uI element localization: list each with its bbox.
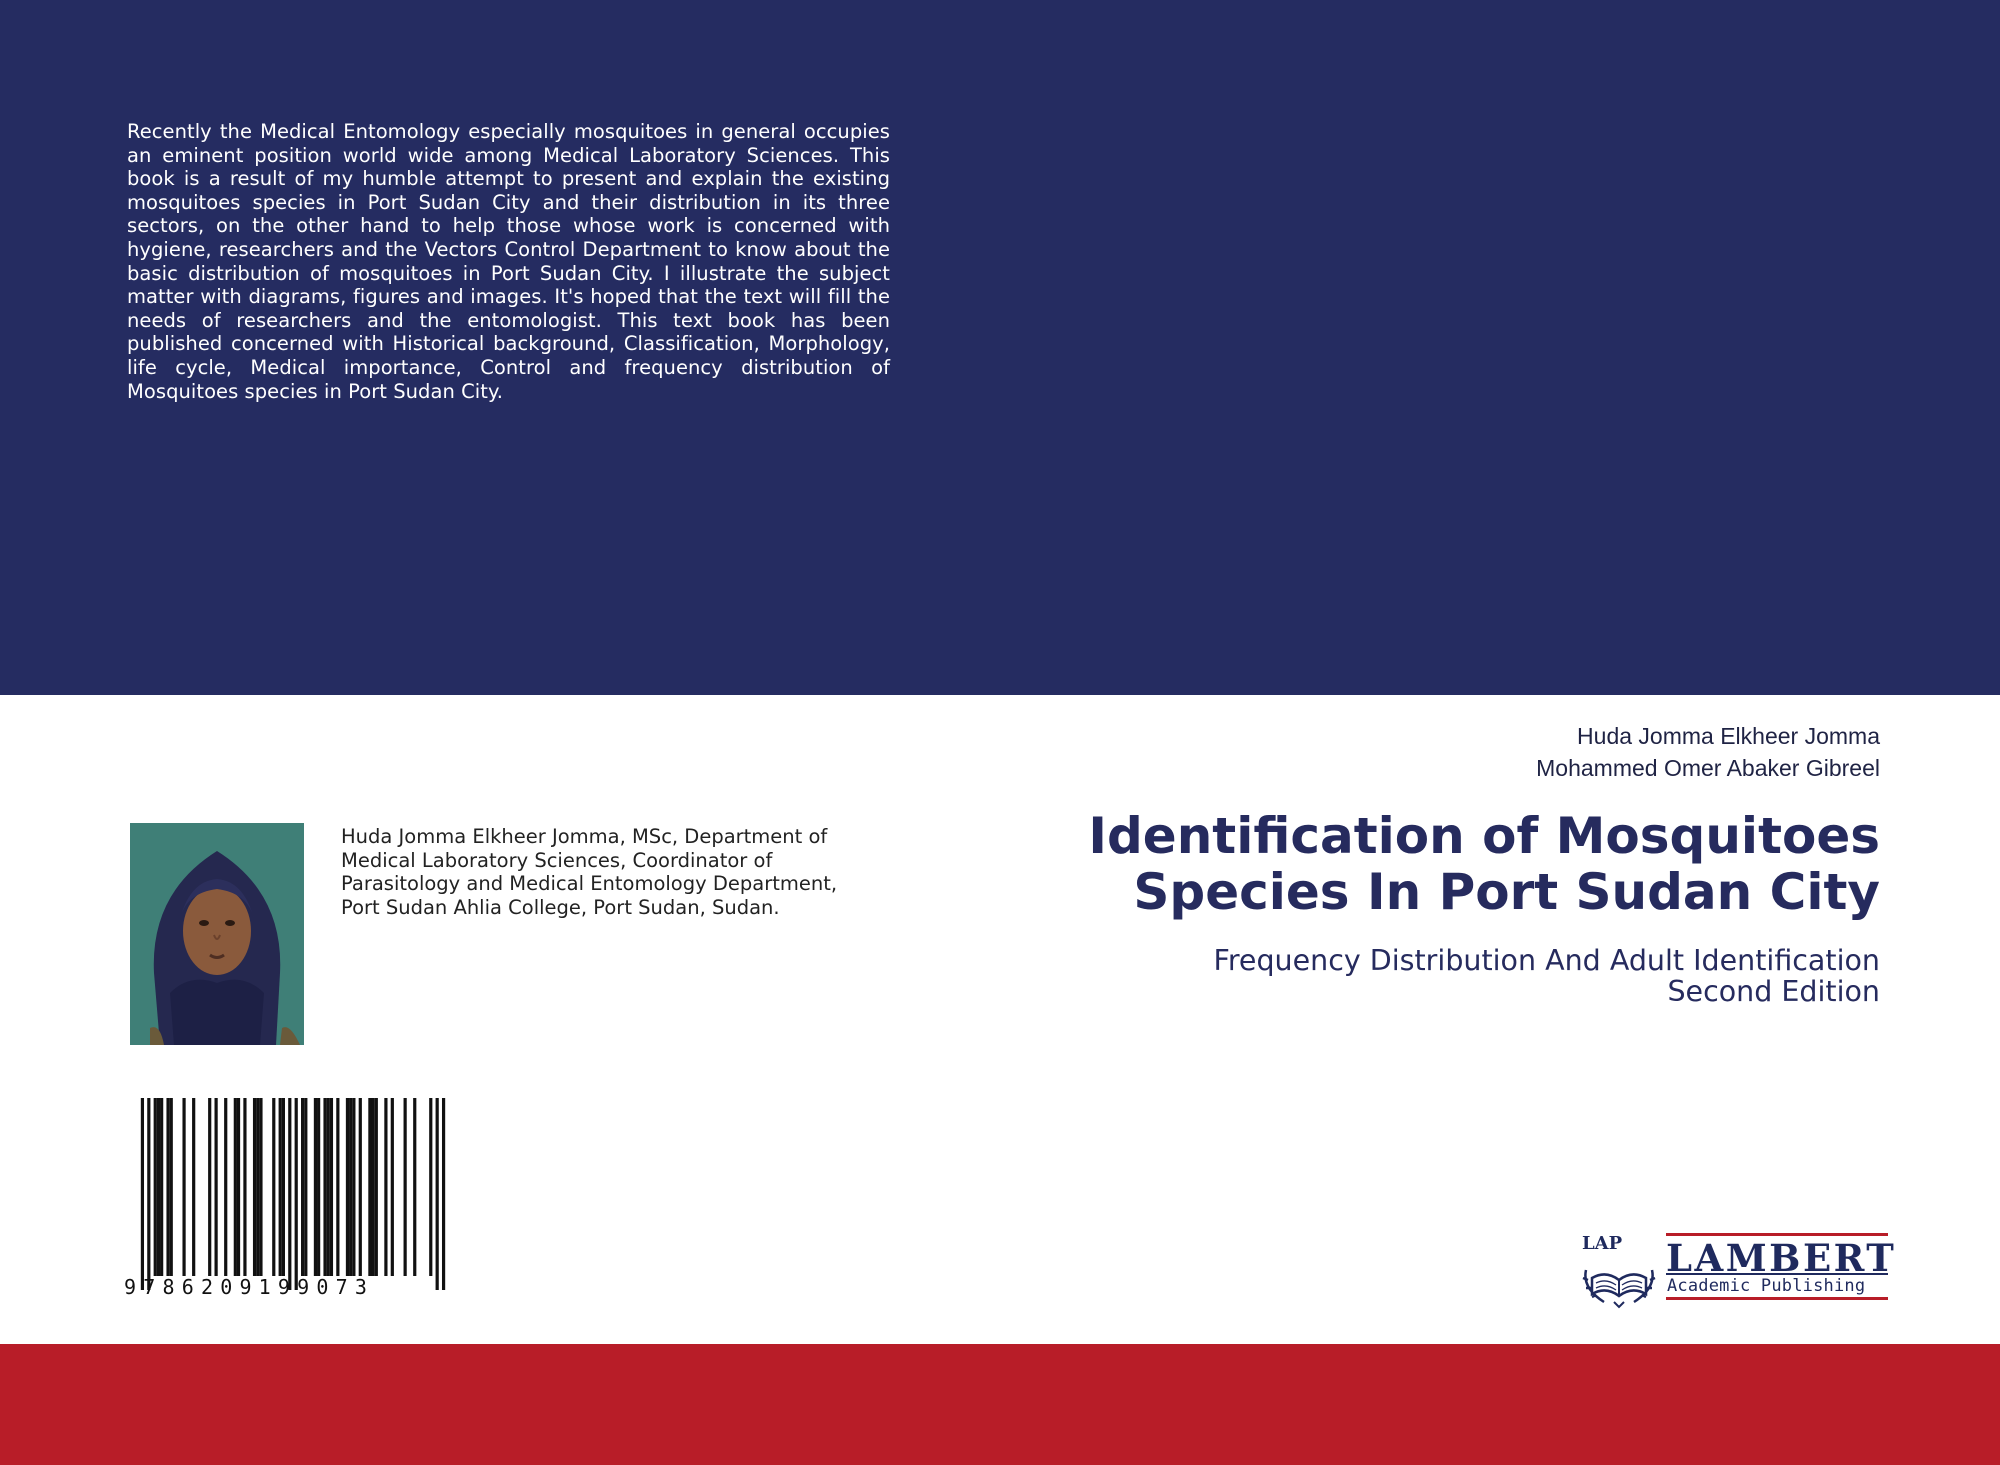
barcode-bar bbox=[317, 1098, 320, 1276]
barcode-bar bbox=[256, 1098, 259, 1276]
open-book-laurel-icon bbox=[1583, 1270, 1655, 1307]
barcode-bar bbox=[282, 1098, 285, 1276]
barcode-bar bbox=[243, 1098, 246, 1276]
author-list bbox=[1536, 720, 1880, 784]
author-bio: Huda Jomma Elkheer Jomma, MSc, Department of Medical Laboratory Sciences, Coordinator of Parasitology and Medical Entomology Department, Port Sudan Ahlia College, Port Sudan, Sudan. bbox=[341, 825, 838, 919]
barcode-bar bbox=[323, 1098, 326, 1276]
barcode-bar bbox=[147, 1098, 150, 1290]
barcode-bar bbox=[259, 1098, 262, 1276]
barcode-bar bbox=[349, 1098, 352, 1276]
barcode-bar bbox=[391, 1098, 394, 1276]
book-title-line: Species In Port Sudan City bbox=[1133, 863, 1880, 921]
barcode-bar bbox=[327, 1098, 330, 1276]
barcode-bar bbox=[442, 1098, 445, 1290]
barcode-bar bbox=[141, 1098, 144, 1290]
barcode-bar bbox=[295, 1098, 298, 1290]
barcode-bar bbox=[157, 1098, 160, 1276]
barcode-bar bbox=[330, 1098, 333, 1276]
logo-rule-bottom bbox=[1666, 1297, 1888, 1300]
isbn-digits: 9786209199073 bbox=[124, 1275, 375, 1299]
barcode-bar bbox=[154, 1098, 157, 1276]
barcode-bar bbox=[182, 1098, 185, 1276]
barcode-bar bbox=[234, 1098, 237, 1276]
barcode-bar bbox=[314, 1098, 317, 1276]
back-cover-blurb: Recently the Medical Entomology especially mosquitoes in general occupies an eminent position world wide among Medical Laboratory Sciences. This book is a result of my humble attempt to present and explain the existing mosquitoes species in Port Sudan City and their distribution in its three sectors, on the other hand to help those whose work is concerned with hygiene, researchers and the Vectors Control Department to know about the basic distribution of mosquitoes in Port Sudan City. I illustrate the subject matter with diagrams, figures and images. It's hoped that the text will fill the needs of researchers and the entomologist. This text book has been published concerned with Historical background, Classification, Morphology, life cycle, Medical importance, Control and frequency distribution of Mosquitoes species in Port Sudan City. bbox=[127, 120, 890, 403]
barcode-bar bbox=[272, 1098, 275, 1276]
barcode-bar bbox=[208, 1098, 211, 1276]
barcode-bar bbox=[301, 1098, 304, 1276]
barcode-bar bbox=[368, 1098, 371, 1276]
barcode-bar bbox=[237, 1098, 240, 1276]
isbn-barcode bbox=[128, 1098, 458, 1298]
barcode-bar bbox=[336, 1098, 339, 1276]
barcode-bar bbox=[371, 1098, 374, 1276]
author-photo bbox=[130, 823, 304, 1045]
book-edition: Second Edition bbox=[1667, 975, 1880, 1008]
barcode-bar bbox=[160, 1098, 163, 1276]
barcode-bar bbox=[224, 1098, 227, 1276]
barcode-bar bbox=[215, 1098, 218, 1276]
book-subtitle-line: Frequency Distribution And Adult Identification bbox=[1213, 944, 1880, 977]
barcode-bar bbox=[429, 1098, 432, 1276]
barcode-bar bbox=[288, 1098, 291, 1290]
barcode-bar bbox=[375, 1098, 378, 1276]
book-title bbox=[1088, 808, 1880, 920]
author-name: Huda Jomma Elkheer Jomma bbox=[1577, 723, 1880, 749]
bottom-band bbox=[0, 1344, 2000, 1465]
barcode-bar bbox=[359, 1098, 362, 1276]
publisher-tagline: Academic Publishing bbox=[1667, 1276, 1866, 1296]
barcode-bar bbox=[352, 1098, 355, 1276]
barcode-bar bbox=[304, 1098, 307, 1276]
book-subtitle bbox=[1214, 945, 1881, 1007]
barcode-bar bbox=[413, 1098, 416, 1276]
publisher-name: LAMBERT bbox=[1666, 1236, 1897, 1280]
book-title-line: Identification of Mosquitoes bbox=[1088, 807, 1880, 865]
barcode-bar bbox=[192, 1098, 195, 1276]
barcode-bar bbox=[346, 1098, 349, 1276]
barcode-bar bbox=[170, 1098, 173, 1276]
publisher-abbr: LAP bbox=[1582, 1233, 1623, 1254]
barcode-bar bbox=[279, 1098, 282, 1276]
barcode-bar bbox=[436, 1098, 439, 1290]
author-portrait-illustration bbox=[130, 823, 304, 1045]
barcode-bar bbox=[384, 1098, 387, 1276]
barcode-bar bbox=[404, 1098, 407, 1276]
barcode-bar bbox=[253, 1098, 256, 1276]
author-name: Mohammed Omer Abaker Gibreel bbox=[1536, 755, 1880, 781]
barcode-bar bbox=[166, 1098, 169, 1276]
